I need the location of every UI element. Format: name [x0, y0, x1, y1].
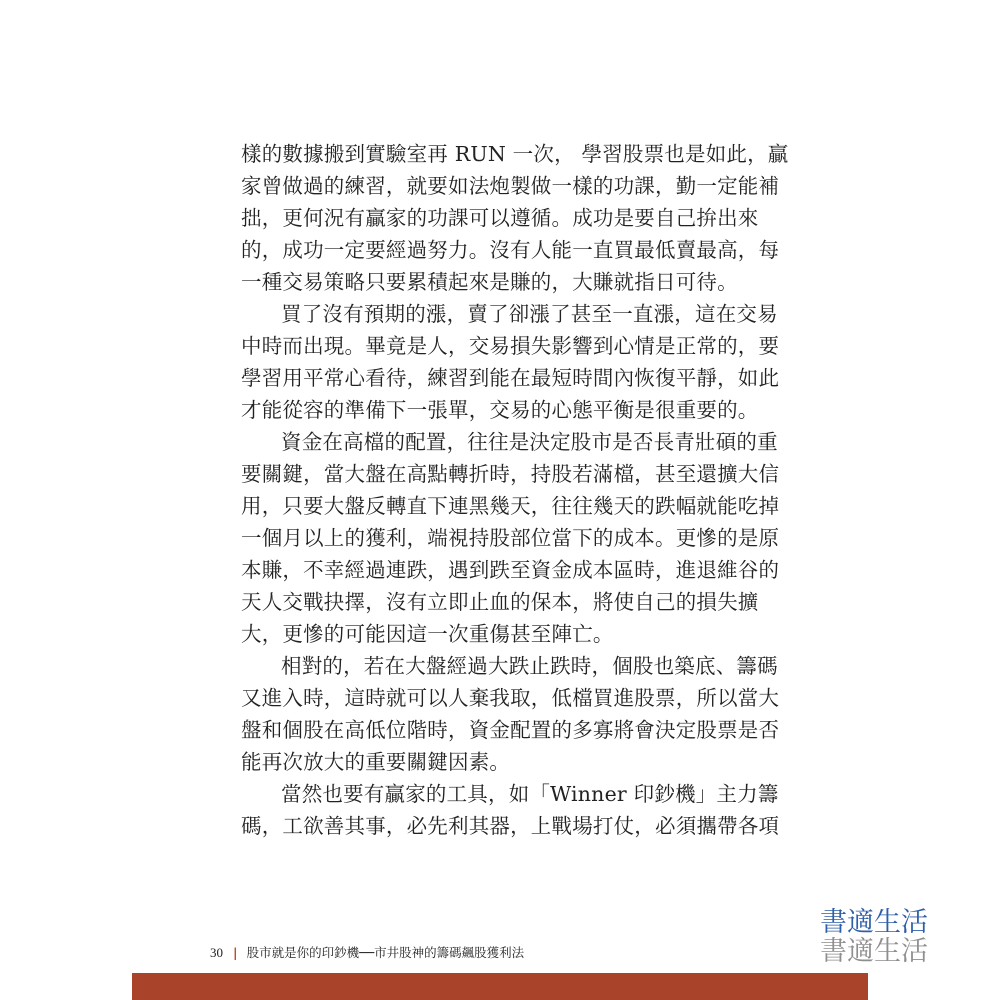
text-line: 拙，更何況有贏家的功課可以遵循。成功是要自己拚出來 [241, 206, 759, 230]
text-line: 碼，工欲善其事，必先利其器，上戰場打仗，必須攜帶各項 [241, 814, 780, 838]
running-title: 股市就是你的印鈔機──市井股神的籌碼飆股獲利法 [246, 945, 525, 960]
text-line: 一種交易策略只要累積起來是賺的，大賺就指日可待。 [241, 270, 738, 294]
body-text [241, 138, 789, 842]
paragraph-first-line: 相對的，若在大盤經過大跌止跌時，個股也築底、籌碼 [281, 654, 778, 678]
text-line: 家曾做過的練習，就要如法炮製做一樣的功課，勤一定能補 [241, 174, 780, 198]
page-number: 30 [210, 945, 223, 960]
text-line: 才能從容的準備下一張單，交易的心態平衡是很重要的。 [241, 398, 759, 422]
text-line: 要關鍵，當大盤在高點轉折時，持股若滿檔，甚至還擴大信 [241, 462, 780, 486]
paragraph-first-line: 當然也要有贏家的工具，如「Winner 印鈔機」主力籌 [281, 782, 779, 806]
paragraph-first-line: 資金在高檔的配置，往往是決定股市是否長青壯碩的重 [281, 430, 778, 454]
text-line: 大，更慘的可能因這一次重傷甚至陣亡。 [241, 622, 614, 646]
text-line: 學習用平常心看待，練習到能在最短時間內恢復平靜，如此 [241, 366, 780, 390]
paragraph-first-line: 買了沒有預期的漲，賣了卻漲了甚至一直漲，這在交易 [281, 302, 778, 326]
watermark-logo-shadow: 書適生活 [820, 936, 928, 967]
footer-separator: | [233, 945, 238, 960]
text-line: 又進入時，這時就可以人棄我取，低檔買進股票，所以當大 [241, 686, 780, 710]
bottom-color-bar [132, 973, 868, 1000]
text-line: 的，成功一定要經過努力。沒有人能一直買最低賣最高，每 [241, 238, 780, 262]
text-line: 能再次放大的重要關鍵因素。 [241, 750, 511, 774]
text-line: 盤和個股在高低位階時，資金配置的多寡將會決定股票是否 [241, 718, 780, 742]
text-line: 本賺，不幸經過連跌，遇到跌至資金成本區時，進退維谷的 [241, 558, 780, 582]
text-line: 中時而出現。畢竟是人，交易損失影響到心情是正常的，要 [241, 334, 780, 358]
page-footer [210, 943, 524, 961]
watermark-logo: 書適生活 [820, 907, 928, 938]
text-line: 用，只要大盤反轉直下連黑幾天，往往幾天的跌幅就能吃掉 [241, 494, 780, 518]
text-line: 天人交戰抉擇，沒有立即止血的保本，將使自己的損失擴 [241, 590, 759, 614]
text-line: 樣的數據搬到實驗室再 RUN 一次， 學習股票也是如此，贏 [241, 142, 789, 166]
text-line: 一個月以上的獲利，端視持股部位當下的成本。更慘的是原 [241, 526, 780, 550]
